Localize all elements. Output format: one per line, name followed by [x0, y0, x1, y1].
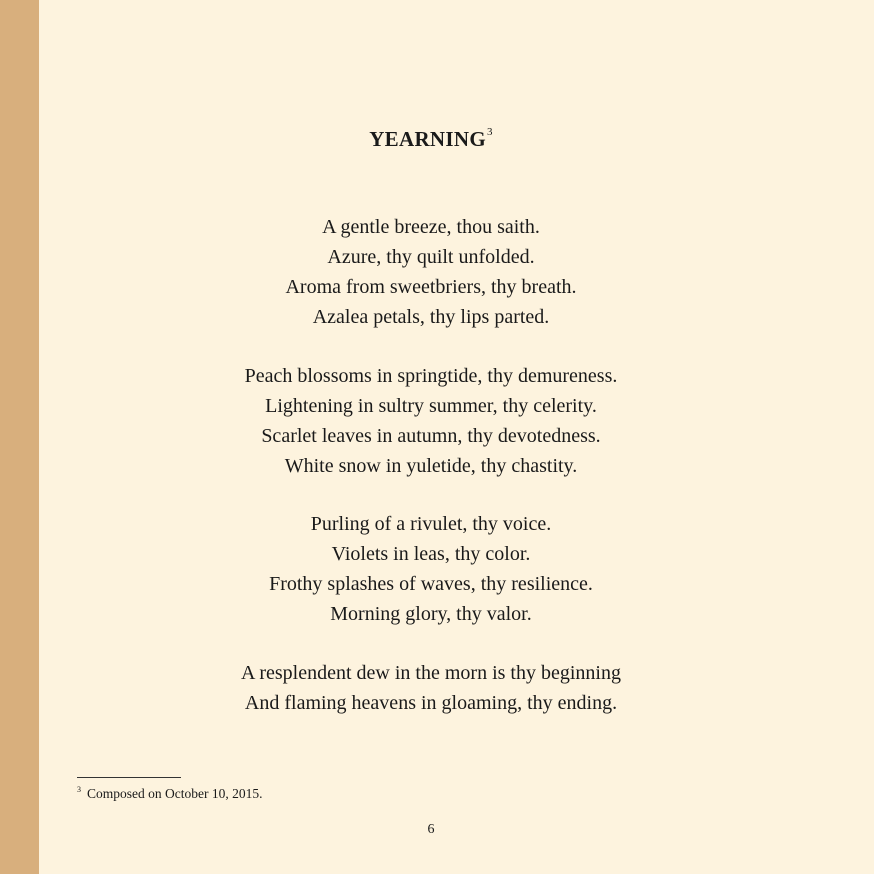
- poem-line: Frothy splashes of waves, thy resilience.: [269, 573, 593, 595]
- poem-line: And flaming heavens in gloaming, thy ending.: [244, 692, 618, 714]
- footnote-divider: [77, 777, 181, 778]
- page-number: 6: [427, 822, 435, 837]
- stanza-2: [39, 361, 823, 481]
- stanza-1: [39, 212, 823, 332]
- poem-line: Azalea petals, thy lips parted.: [312, 306, 550, 328]
- footnote-text: Composed on October 10, 2015.: [87, 786, 263, 801]
- poem-line: Peach blossoms in springtide, thy demureness.: [244, 365, 618, 387]
- page-binding-strip: [0, 0, 39, 874]
- book-page: [39, 0, 874, 874]
- poem-line: Scarlet leaves in autumn, thy devotedness.: [261, 425, 601, 447]
- poem-line: White snow in yuletide, thy chastity.: [284, 455, 578, 477]
- poem-line: Purling of a rivulet, thy voice.: [310, 513, 552, 535]
- poem-title: [39, 127, 823, 152]
- poem-line: Azure, thy quilt unfolded.: [327, 246, 535, 268]
- footnote: [77, 786, 262, 802]
- poem-line: Aroma from sweetbriers, thy breath.: [285, 276, 577, 298]
- stanza-4: [39, 658, 823, 718]
- poem-line: A resplendent dew in the morn is thy beginning: [241, 662, 621, 684]
- poem-title-text: YEARNING: [369, 127, 486, 151]
- poem-line: A gentle breeze, thou saith.: [322, 216, 540, 238]
- poem-line: Violets in leas, thy color.: [331, 543, 531, 565]
- footnote-reference: 3: [486, 126, 493, 138]
- poem-line: Morning glory, thy valor.: [330, 603, 532, 625]
- footnote-marker: 3: [77, 785, 81, 794]
- poem-line: Lightening in sultry summer, thy celerity.: [265, 395, 597, 417]
- stanza-3: [39, 509, 823, 629]
